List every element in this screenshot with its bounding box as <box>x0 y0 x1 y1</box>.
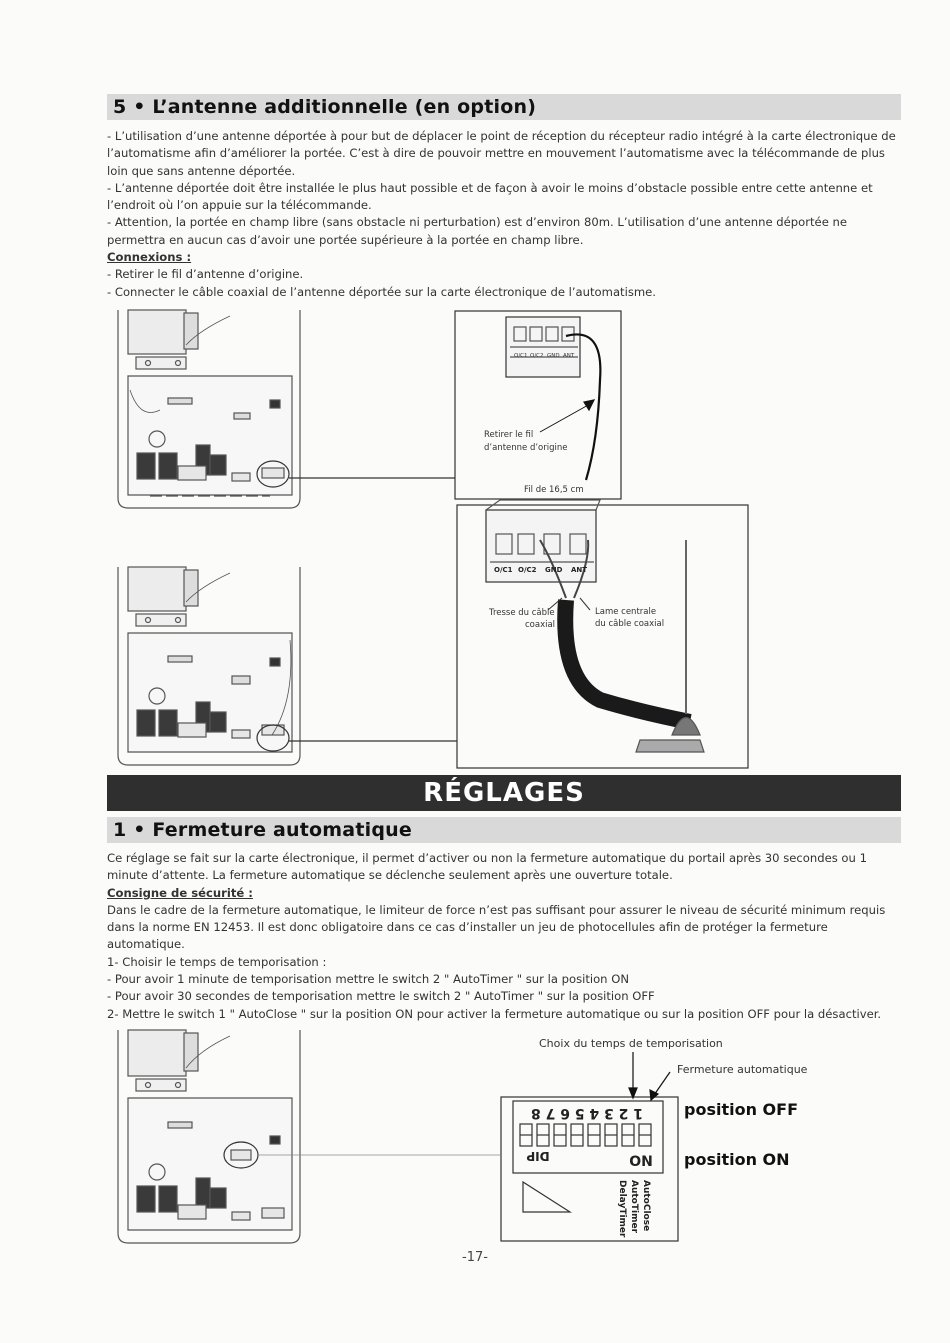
terminal-label: ANT <box>571 566 588 574</box>
step: - Pour avoir 30 secondes de temporisation mettre le switch 2 " AutoTimer " sur la position OFF <box>107 989 655 1004</box>
terminal-label: O/C2 <box>518 566 537 574</box>
timer-choice-label: Choix du temps de temporisation <box>539 1037 723 1050</box>
connexion-step: - Connecter le câble coaxial de l’antenne déportée sur la carte électronique de l’automatisme. <box>107 284 656 299</box>
position-on-label: position ON <box>684 1150 790 1169</box>
auto-close-label: Fermeture automatique <box>677 1063 808 1076</box>
section-1-header <box>107 817 901 843</box>
paragraph: - L’antenne déportée doit être installée le plus haut possible et de façon à avoir le moins d’obstacle possible entre cette antenne et l’endroit où l’on appuie sur la télécommande. <box>107 180 873 213</box>
vertical-switch-label: AutoTimer <box>629 1180 639 1234</box>
terminal-label: GND <box>545 566 563 574</box>
section-5-title: 5 • L’antenne additionnelle (en option) <box>113 96 537 118</box>
step: 1- Choisir le temps de temporisation : <box>107 954 327 969</box>
connexion-step: - Retirer le fil d’antenne d’origine. <box>107 267 304 282</box>
wire-length-label: Fil de 16,5 cm <box>524 485 584 495</box>
board-illustration-1 <box>118 310 300 508</box>
page-number: -17- <box>462 1250 488 1265</box>
paragraph: Dans le cadre de la fermeture automatique, le limiteur de force n’est pas suffisant pour assurer le niveau de sécurité minimum requis dans la norme EN 12453. Il est donc obligatoire dans ce cas d’installer un jeu de photocellules afin de protéger la fermeture automatique. <box>107 902 886 952</box>
braid-label: coaxial <box>525 620 556 630</box>
on-label: ON <box>629 1154 653 1170</box>
step: - Pour avoir 1 minute de temporisation mettre le switch 2 " AutoTimer " sur la position ON <box>107 972 630 987</box>
switch-numbers: 1 2 3 4 5 6 7 8 <box>530 1105 644 1121</box>
remove-wire-label: Retirer le fil <box>484 430 534 440</box>
terminal-label: O/C2 <box>530 353 544 359</box>
step: 2- Mettre le switch 1 " AutoClose " sur la position ON pour activer la fermeture automatique ou sur la position OFF pour la désactiver. <box>107 1006 882 1021</box>
section-1-title: 1 • Fermeture automatique <box>113 819 412 841</box>
terminal-label: O/C1 <box>514 353 528 359</box>
core-label: Lame centrale <box>595 607 657 617</box>
remove-wire-label: d’antenne d’origine <box>484 443 568 453</box>
vertical-switch-label: DelayTimer <box>617 1180 627 1238</box>
terminal-label: GND <box>547 353 560 359</box>
paragraph: - L’utilisation d’une antenne déportée à pour but de déplacer le point de réception du récepteur radio intégré à la carte électronique de l’automatisme afin d’améliorer la portée. C’est à dire de pouvoir mettre en mouvement l’automatisme avec la télécommande de plus loin que sans antenne déportée. <box>107 129 896 178</box>
section-1-body <box>107 850 901 1023</box>
core-label: du câble coaxial <box>595 619 665 629</box>
terminal-label: O/C1 <box>494 566 513 574</box>
position-off-label: position OFF <box>684 1100 798 1119</box>
reglages-banner <box>107 775 901 811</box>
paragraph: - Attention, la portée en champ libre (sans obstacle ni perturbation) est d’environ 80m. L’utilisation d’une antenne déportée ne permettra en aucun cas d’avoir une portée supérieure à la portée en champ libre. <box>107 215 847 247</box>
terminal-detail-1 <box>455 311 621 499</box>
dip-label: DIP <box>526 1149 550 1163</box>
terminal-label: ANT <box>563 353 575 359</box>
board-illustration-2 <box>118 567 300 765</box>
braid-label: Tresse du câble <box>489 608 555 618</box>
vertical-switch-label: AutoClose <box>641 1180 651 1232</box>
connexions-label: Connexions : <box>107 250 192 265</box>
reglages-title: RÉGLAGES <box>423 778 585 808</box>
terminal-detail-2 <box>457 500 748 768</box>
consigne-label: Consigne de sécurité : <box>107 885 253 900</box>
board-illustration-3 <box>118 1030 300 1243</box>
paragraph: Ce réglage se fait sur la carte électronique, il permet d’activer ou non la fermeture automatique du portail après 30 secondes ou 1 minute d’attente. La fermeture automatique se déclenche seulement après une ouverture totale. <box>107 851 867 883</box>
